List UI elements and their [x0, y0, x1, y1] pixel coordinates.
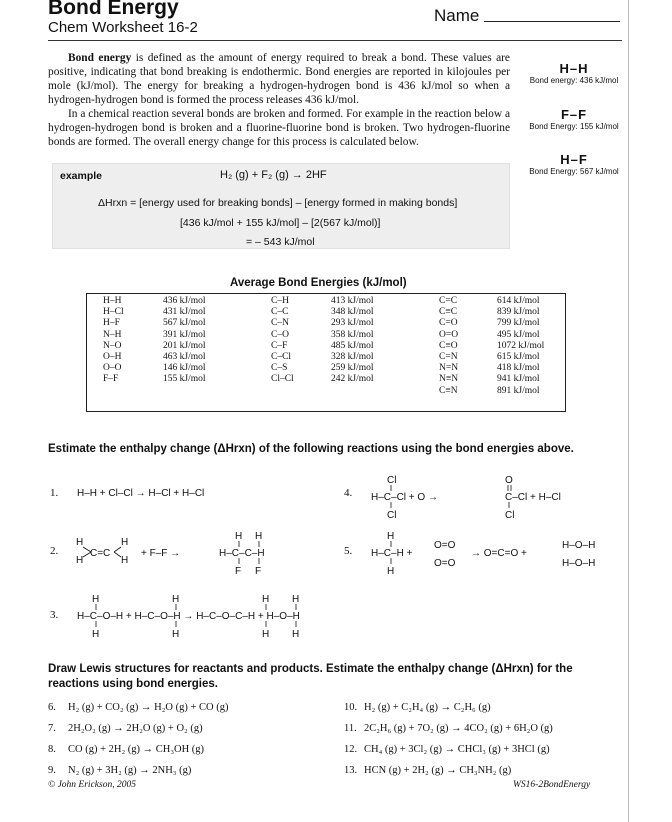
- question-number: 6.: [48, 702, 56, 713]
- svg-text:H–O–H: H–O–H: [562, 540, 596, 551]
- energy-col-2: [331, 296, 374, 386]
- example-label: example: [60, 170, 103, 182]
- bond-name: C≡N: [439, 385, 458, 396]
- svg-text:H: H: [255, 531, 263, 542]
- bond-name: N≡N: [439, 374, 459, 385]
- name-label: Name: [434, 6, 480, 25]
- bond-name: C≡C: [439, 307, 458, 318]
- reaction-equation: HCN (g) + 2H₂ (g) → CH₃NH₂ (g): [364, 765, 512, 776]
- bond-energy-value: 941 kJ/mol: [497, 374, 540, 385]
- svg-text:H: H: [92, 594, 100, 605]
- bond-table: [86, 293, 566, 412]
- bond-energy-value: 614 kJ/mol: [497, 296, 540, 306]
- example-equation: H₂ (g) + F₂ (g) → 2HF: [220, 169, 327, 181]
- name-line: [484, 21, 620, 22]
- worksheet-title: Bond Energy: [48, 0, 179, 19]
- bond-name: N=N: [439, 363, 459, 374]
- copyright: © John Erickson, 2005: [48, 780, 136, 790]
- bond-name: C–Cl: [271, 352, 292, 363]
- bond-name: C–H: [271, 296, 289, 306]
- svg-text:H: H: [292, 629, 300, 640]
- svg-text:H–C–H +: H–C–H +: [371, 548, 413, 559]
- svg-text:H: H: [387, 566, 395, 577]
- bond-col-2: [271, 296, 294, 386]
- question-number: 12.: [344, 744, 358, 755]
- bond-energy-value: 358 kJ/mol: [331, 329, 374, 340]
- structural-formulas: [0, 460, 628, 650]
- side-bond-molecule: F–F: [560, 107, 588, 122]
- side-bond-molecule: H–F: [560, 152, 588, 167]
- question-number: 4.: [344, 487, 353, 499]
- question-number: 5.: [344, 545, 353, 557]
- reaction-item: [48, 739, 228, 760]
- question-number: 10.: [344, 702, 358, 713]
- svg-text:Cl: Cl: [387, 510, 397, 521]
- intro-text: [48, 51, 510, 149]
- bond-col-3: [439, 296, 458, 397]
- bond-energy-value: 615 kJ/mol: [497, 352, 540, 363]
- reaction-item: [344, 760, 553, 781]
- bond-name: C–N: [271, 318, 289, 329]
- question-5-structures: [371, 531, 595, 577]
- bond-energy-value: 201 kJ/mol: [163, 340, 206, 351]
- page-edge: [628, 0, 629, 822]
- reaction-item: [48, 718, 228, 739]
- question-2-structures: [76, 531, 265, 577]
- reaction-equation: H₂ (g) + CO₂ (g) → H₂O (g) + CO (g): [68, 702, 229, 713]
- svg-text:H: H: [172, 629, 180, 640]
- svg-text:O: O: [505, 475, 513, 486]
- svg-text:H: H: [92, 629, 100, 640]
- bond-name: O–O: [103, 363, 122, 374]
- bond-energy-value: 463 kJ/mol: [163, 352, 206, 363]
- bond-name: C–S: [271, 363, 288, 374]
- question-number: 11.: [344, 723, 357, 734]
- question-number: 8.: [48, 744, 56, 755]
- svg-text:H: H: [292, 594, 300, 605]
- bond-energy-value: 839 kJ/mol: [497, 307, 540, 318]
- svg-text:H: H: [262, 629, 270, 640]
- bond-energy-value: 436 kJ/mol: [163, 296, 206, 306]
- svg-text:F: F: [235, 566, 242, 577]
- energy-col-3: [497, 296, 544, 397]
- svg-text:H: H: [76, 537, 84, 548]
- question-4-structures: [371, 475, 561, 521]
- svg-text:O=O: O=O: [434, 540, 456, 551]
- bond-energy-value: 155 kJ/mol: [163, 374, 206, 385]
- bond-table-title: Average Bond Energies (kJ/mol): [230, 277, 407, 289]
- svg-text:Cl: Cl: [387, 475, 397, 486]
- side-bond-ff: [520, 108, 628, 132]
- bond-name: H–Cl: [103, 307, 124, 318]
- reaction-item: [48, 697, 228, 718]
- bond-energy-value: 348 kJ/mol: [331, 307, 374, 318]
- reaction-equation: 2C₂H₆ (g) + 7O₂ (g) → 4CO₂ (g) + 6H₂O (g): [364, 723, 553, 734]
- reaction-item: [344, 718, 553, 739]
- reaction-equation: N₂ (g) + 3H₂ (g) → 2NH₃ (g): [68, 765, 192, 776]
- reaction-equation: CH₄ (g) + 3Cl₂ (g) → CHCl₃ (g) + 3HCl (g): [364, 744, 550, 755]
- svg-text:H: H: [121, 555, 129, 566]
- side-bond-energy: Bond energy: 436 kJ/mol: [529, 76, 619, 85]
- svg-text:+ F–F →: + F–F →: [141, 548, 181, 559]
- bond-energy-value: 413 kJ/mol: [331, 296, 374, 306]
- bond-energy-value: 293 kJ/mol: [331, 318, 374, 329]
- svg-text:F: F: [255, 566, 262, 577]
- bond-energy-value: 799 kJ/mol: [497, 318, 540, 329]
- bond-energy-term: Bond energy: [68, 52, 132, 64]
- section2-right-list: [344, 697, 553, 781]
- bond-name: H–F: [103, 318, 120, 329]
- bond-name: C–F: [271, 340, 288, 351]
- side-bond-energy: Bond Energy: 155 kJ/mol: [529, 122, 619, 131]
- svg-text:H–C–O–H + H–C–O–H → H–C–O–: H–C–O–H + H–C–O–H → H–C–O–C–H + H–O–H: [77, 611, 300, 622]
- bond-energy-value: 242 kJ/mol: [331, 374, 374, 385]
- header-divider: [48, 40, 622, 41]
- worksheet-subtitle: Chem Worksheet 16-2: [48, 19, 198, 36]
- bond-name: C≡O: [439, 340, 458, 351]
- reaction-equation: H₂ (g) + C₂H₄ (g) → C₂H₆ (g): [364, 702, 491, 713]
- side-bond-hh: [520, 62, 628, 86]
- bond-col-1: [103, 296, 124, 386]
- bond-energy-value: 146 kJ/mol: [163, 363, 206, 374]
- bond-name: N–H: [103, 329, 122, 340]
- reaction-item: [344, 697, 553, 718]
- reaction-item: [344, 739, 553, 760]
- bond-name: O–H: [103, 352, 122, 363]
- bond-name: Cl–Cl: [271, 374, 294, 385]
- side-bond-energy: Bond Energy: 567 kJ/mol: [529, 167, 619, 176]
- bond-name: H–H: [103, 296, 122, 306]
- question-number: 1.: [50, 487, 59, 499]
- question-number: 3.: [50, 609, 59, 621]
- bond-name: C–O: [271, 329, 289, 340]
- bond-energy-value: 418 kJ/mol: [497, 363, 540, 374]
- worksheet-code: WS16-2BondEnergy: [513, 780, 591, 790]
- svg-text:H: H: [76, 555, 84, 566]
- svg-text:→ O=C=O +: → O=C=O +: [471, 548, 527, 559]
- bond-energy-value: 391 kJ/mol: [163, 329, 206, 340]
- intro-p1-text: is defined as the amount of energy required to break a bond. These values are positive, indicating that bond breaking is endothermic. Bond energies are reported in kilojoules per mole (kJ/mol). The energy for breaking a hydrogen-hydrogen bond is 436 kJ/mol so when a hydrogen-hydrogen bond is formed the process releases 436 kJ/mol.: [48, 52, 510, 106]
- bond-energy-value: 485 kJ/mol: [331, 340, 374, 351]
- bond-name: F–F: [103, 374, 119, 385]
- intro-paragraph-1: [48, 51, 510, 107]
- example-result: = – 543 kJ/mol: [246, 236, 315, 248]
- bond-name: C=N: [439, 352, 458, 363]
- svg-text:H: H: [262, 594, 270, 605]
- svg-text:H–C–C–H: H–C–C–H: [219, 548, 265, 559]
- section2-heading: Draw Lewis structures for reactants and products. Estimate the enthalpy change (ΔHrxn) for the reactions using bond energies.: [48, 663, 573, 690]
- bond-energy-value: 328 kJ/mol: [331, 352, 374, 363]
- side-bond-molecule: H–H: [559, 61, 589, 76]
- svg-text:H: H: [235, 531, 243, 542]
- svg-text:H–O–H: H–O–H: [562, 558, 596, 569]
- svg-text:Cl: Cl: [505, 510, 515, 521]
- question-number: 9.: [48, 765, 56, 776]
- bond-energy-value: 891 kJ/mol: [497, 385, 540, 396]
- svg-text:H: H: [121, 537, 129, 548]
- svg-text:O=O: O=O: [434, 558, 456, 569]
- reaction-equation: CO (g) + 2H₂ (g) → CH₃OH (g): [68, 744, 205, 755]
- example-formula: ΔHrxn = [energy used for breaking bonds] – [energy formed in making bonds]: [98, 197, 458, 209]
- bond-energy-value: 567 kJ/mol: [163, 318, 206, 329]
- bond-energy-value: 431 kJ/mol: [163, 307, 206, 318]
- bond-energy-value: 259 kJ/mol: [331, 363, 374, 374]
- bond-energy-value: 495 kJ/mol: [497, 329, 540, 340]
- section1-heading: Estimate the enthalpy change (ΔHrxn) of the following reactions using the bond energies above.: [48, 443, 574, 455]
- energy-col-1: [163, 296, 206, 386]
- question-number: 2.: [50, 545, 59, 557]
- reaction-equation: 2H₂O₂ (g) → 2H₂O (g) + O₂ (g): [68, 723, 203, 734]
- example-substitution: [436 kJ/mol + 155 kJ/mol] – [2(567 kJ/mol)]: [180, 217, 381, 229]
- bond-name: C–C: [271, 307, 289, 318]
- reaction-item: [48, 760, 228, 781]
- question-3-structures: [77, 594, 300, 640]
- intro-paragraph-2: In a chemical reaction several bonds are broken and formed. For example in the reaction below a hydrogen-hydrogen bond is broken and a fluorine-fluorine bond is broken. Two hydrogen-fluorine bonds are formed. The overall energy change for this process is calculated below.: [48, 108, 510, 148]
- svg-text:C–Cl + H–Cl: C–Cl + H–Cl: [505, 492, 561, 503]
- side-bond-hf: [520, 153, 628, 177]
- svg-text:H–C–Cl + O →: H–C–Cl + O →: [371, 492, 438, 503]
- bond-name: N–O: [103, 340, 122, 351]
- bond-name: C=O: [439, 318, 458, 329]
- svg-text:H: H: [387, 531, 395, 542]
- section2-left-list: [48, 697, 228, 781]
- bond-name: O=O: [439, 329, 459, 340]
- question-number: 13.: [344, 765, 358, 776]
- question-1-equation: H–H + Cl–Cl → H–Cl + H–Cl: [77, 488, 205, 499]
- svg-text:H: H: [172, 594, 180, 605]
- question-number: 7.: [48, 723, 56, 734]
- bond-name: C=C: [439, 296, 458, 306]
- svg-text:C=C: C=C: [90, 548, 111, 559]
- bond-energy-value: 1072 kJ/mol: [497, 340, 545, 351]
